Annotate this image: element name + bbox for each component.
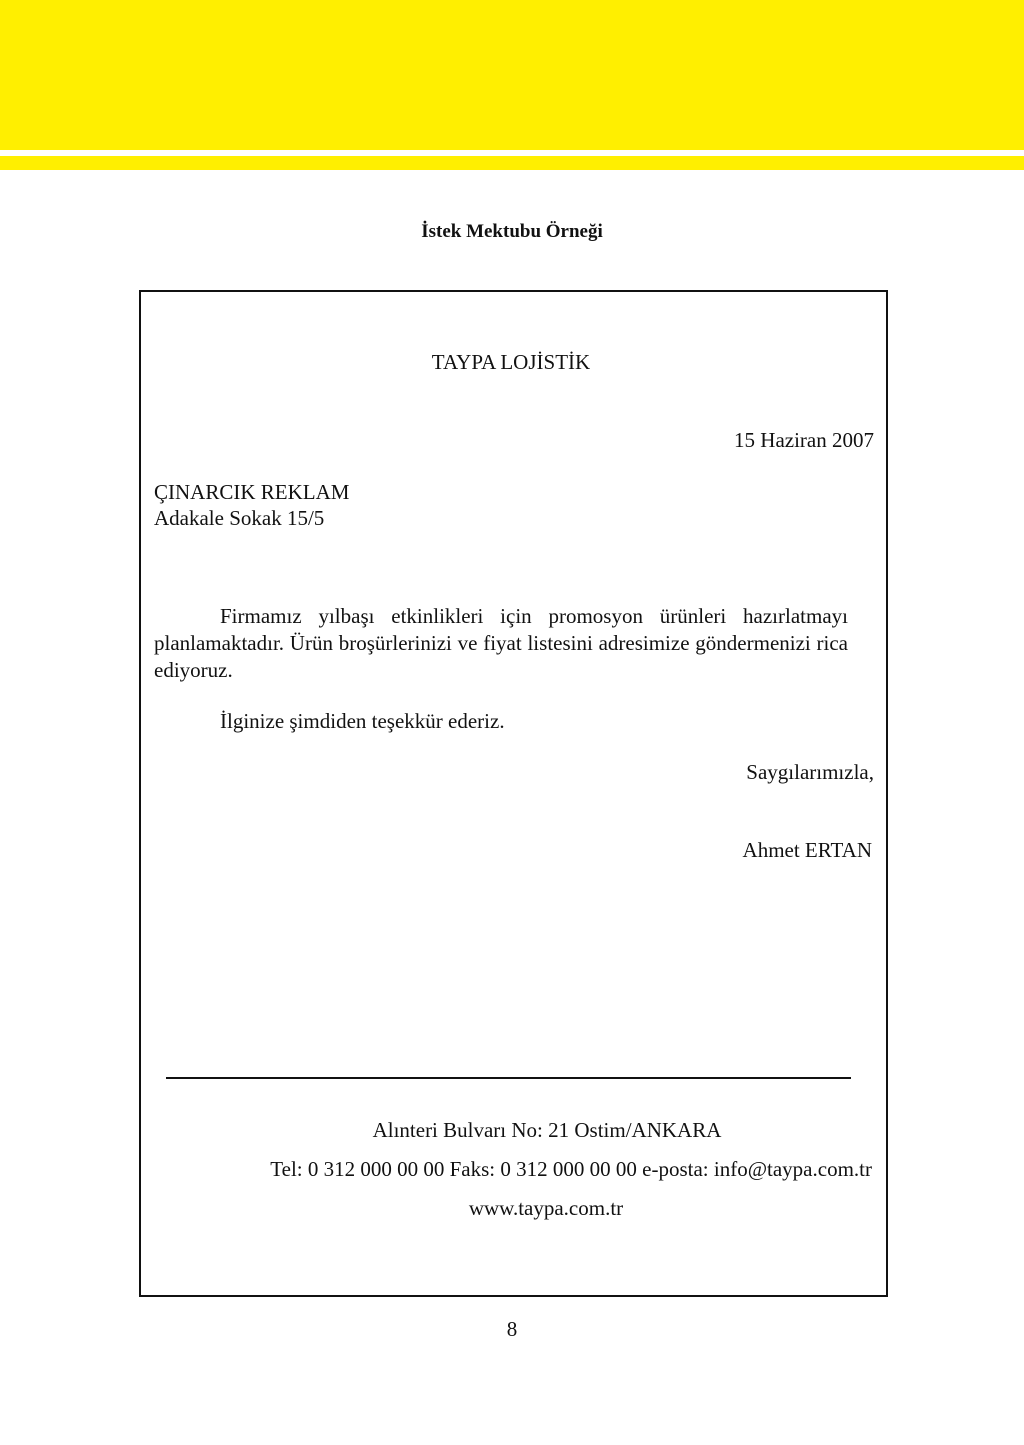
- footer-address: Alınteri Bulvarı No: 21 Ostim/ANKARA: [372, 1118, 722, 1142]
- header-yellow-stripe: [0, 156, 1024, 170]
- letter-body: Firmamız yılbaşı etkinlikleri için promosyon ürünleri hazırlatmayı planlamaktadır. Ürün broşürlerinizi ve fiyat listesini adresimize göndermenizi rica ediyoruz.: [154, 604, 848, 682]
- recipient-address: Adakale Sokak 15/5: [154, 506, 325, 530]
- letterhead-company: TAYPA LOJİSTİK: [431, 350, 591, 374]
- letter-thanks: İlginize şimdiden teşekkür ederiz.: [220, 709, 505, 733]
- document-title: İstek Mektubu Örneği: [421, 221, 603, 242]
- letter-date: 15 Haziran 2007: [734, 428, 874, 452]
- footer-contact: Tel: 0 312 000 00 00 Faks: 0 312 000 00 00 e-posta: info@taypa.com.tr: [270, 1157, 872, 1181]
- letter-closing: Saygılarımızla,: [746, 760, 874, 784]
- recipient-name: ÇINARCIK REKLAM: [154, 480, 350, 504]
- letter-frame: [139, 290, 888, 1297]
- footer-website: www.taypa.com.tr: [468, 1196, 624, 1220]
- letter-signature: Ahmet ERTAN: [742, 838, 872, 862]
- page-number: 8: [506, 1317, 518, 1341]
- footer-divider: [166, 1077, 851, 1079]
- header-yellow-band: [0, 0, 1024, 150]
